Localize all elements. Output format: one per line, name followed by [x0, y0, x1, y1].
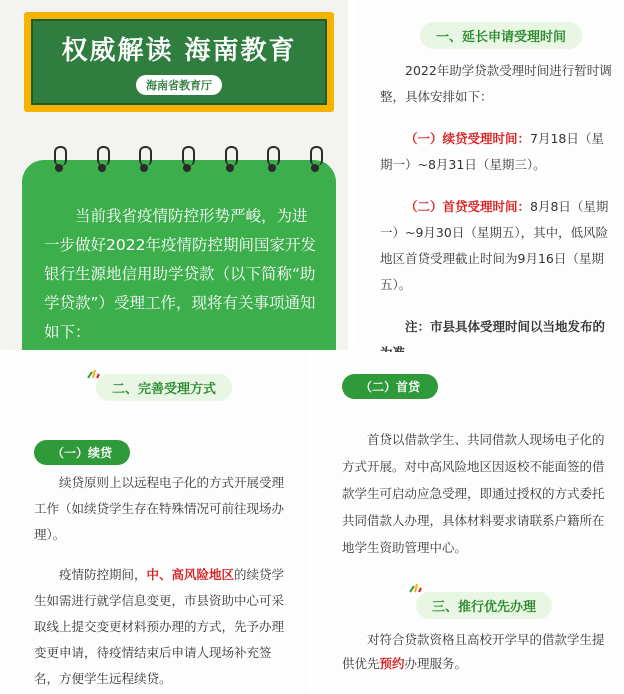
ring-icon [52, 146, 66, 176]
priority-para [342, 628, 614, 676]
section-1-note: 注：市县具体受理时间以当地发布的 [405, 319, 606, 334]
ring-icon [137, 146, 151, 176]
renewal-subtitle: （一）续贷 [34, 440, 130, 465]
chalkboard-banner [24, 12, 334, 112]
section-1-heading [420, 22, 582, 49]
priority-para-b: 办理服务。 [404, 656, 468, 671]
section-1-panel [358, 0, 624, 350]
reservation-highlight: 预约 [379, 656, 405, 671]
renewal-para-2-b: 的续贷学生如需进行就学信息变更，市县资助中心可采取线上提交变更材料预办理的方式，先予办理变更申请，待疫情结束后申请人现场补充签名，方便学生远程续贷。 [34, 567, 285, 686]
chalkboard [31, 19, 327, 105]
intro-panel [0, 0, 348, 350]
section-3-title: 三、推行优先办理 [416, 592, 552, 619]
first-loan-para: 首贷以借款学生、共同借款人现场电子化的方式开展。对中高风险地区因返校不能面签的借款学生可启动应急受理，即通过授权的方式委托共同借款人办理，具体材料要求请联系户籍所在地学生资助管理中心。 [342, 432, 605, 555]
section-2-panel [0, 352, 308, 694]
item-1-text: 7月18日（星期一）~8月31日（星期三）。 [380, 131, 604, 172]
notebook-rings [52, 146, 322, 176]
board-subtitle: 海南省教育厅 [136, 75, 222, 95]
item-2-label: （二）首贷受理时间： [405, 199, 531, 214]
ring-icon [223, 146, 237, 176]
renewal-para-1: 续贷原则上以远程电子化的方式开展受理工作（如续贷学生存在特殊情况可前往现场办理）。 [34, 475, 285, 542]
section-1-title: 一、延长申请受理时间 [420, 22, 582, 49]
renewal-para-2-a: 疫情防控期间， [59, 567, 147, 582]
item-1-label: （一）续贷受理时间： [405, 131, 531, 146]
first-loan-subtitle: （二）首贷 [342, 374, 438, 399]
item-2 [380, 194, 612, 298]
ring-icon [308, 146, 322, 176]
renewal-para-2 [34, 562, 296, 692]
board-title: 权威解读 海南教育 [61, 35, 297, 66]
section-first-loan-panel [312, 352, 624, 694]
ring-icon [265, 146, 279, 176]
notebook-card [22, 160, 336, 350]
item-1 [380, 126, 612, 178]
risk-area-highlight: 中、高风险地区 [146, 567, 235, 582]
section-1-intro: 2022年助学贷款受理时间进行暂时调整，具体安排如下： [380, 63, 612, 104]
priority-para-a: 对符合贷款资格且高校开学早的借款学生提供优先 [342, 632, 605, 671]
section-2-title: 二、完善受理方式 [96, 374, 232, 401]
item-2-text: 8月8日（星期一）~9月30日（星期五），其中，低风险地区首贷受理截止时间为9月16日（星期五）。 [380, 199, 609, 292]
ring-icon [95, 146, 109, 176]
notebook-text: 当前我省疫情防控形势严峻，为进一步做好2022年疫情防控期间国家开发银行生源地信用助学贷款（以下简称“助学贷款”）受理工作，现将有关事项通知如下： [44, 207, 316, 341]
ring-icon [180, 146, 194, 176]
